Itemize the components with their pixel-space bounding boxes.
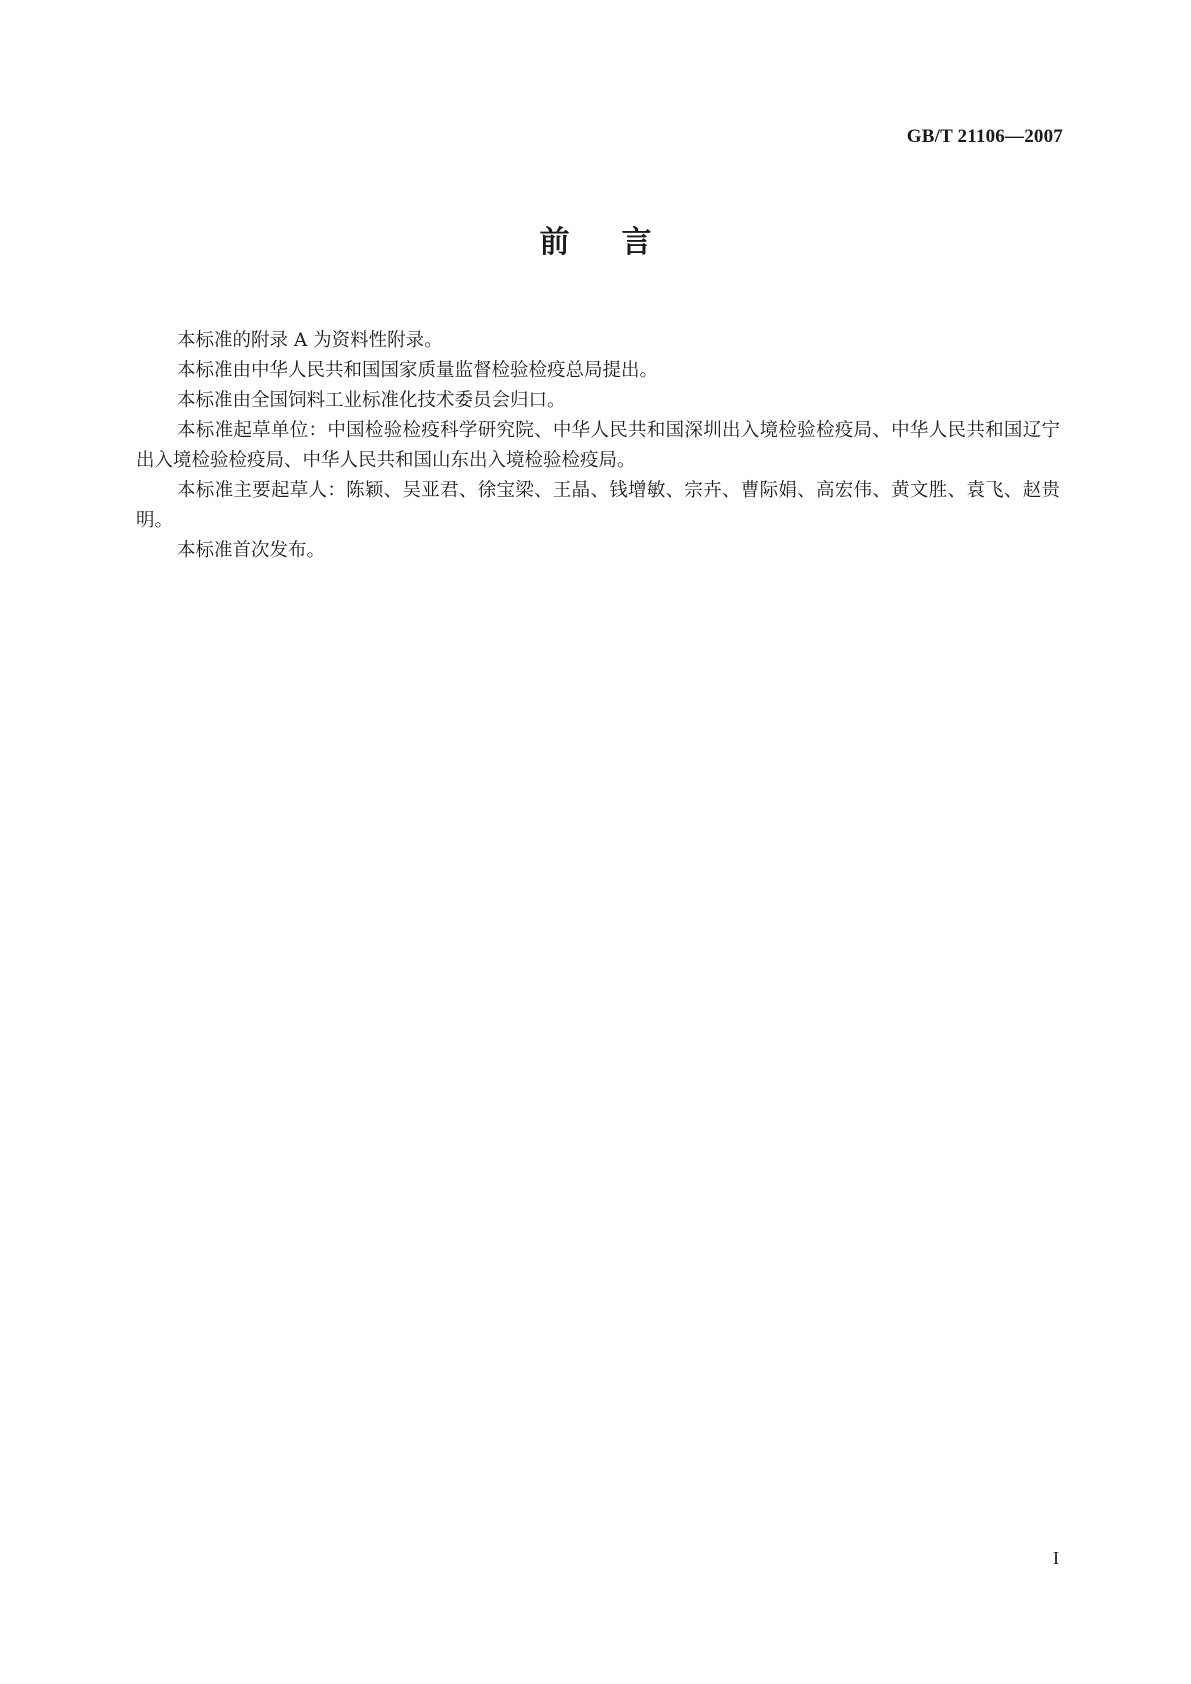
- paragraph-first-release: 本标准首次发布。: [177, 540, 326, 561]
- paragraph-proposer: 本标准由中华人民共和国国家质量监督检验检疫总局提出。: [177, 360, 659, 381]
- paragraph-drafters: 本标准主要起草人：陈颖、吴亚君、徐宝梁、王晶、钱增敏、宗卉、曹际娟、高宏伟、黄文胜、袁飞、赵贵明。: [136, 480, 1060, 531]
- paragraph-drafting-units: 本标准起草单位：中国检验检疫科学研究院、中华人民共和国深圳出入境检验检疫局、中华人民共和国辽宁出入境检验检疫局、中华人民共和国山东出入境检验检疫局。: [136, 420, 1060, 471]
- page-title: 前言: [539, 225, 704, 260]
- page-number: I: [1053, 1548, 1059, 1568]
- paragraph-committee: 本标准由全国饲料工业标准化技术委员会归口。: [177, 390, 566, 411]
- standard-code: GB/T 21106—2007: [906, 126, 1063, 147]
- foreword-body: [136, 326, 1060, 566]
- paragraph-appendix: 本标准的附录 A 为资料性附录。: [177, 330, 443, 351]
